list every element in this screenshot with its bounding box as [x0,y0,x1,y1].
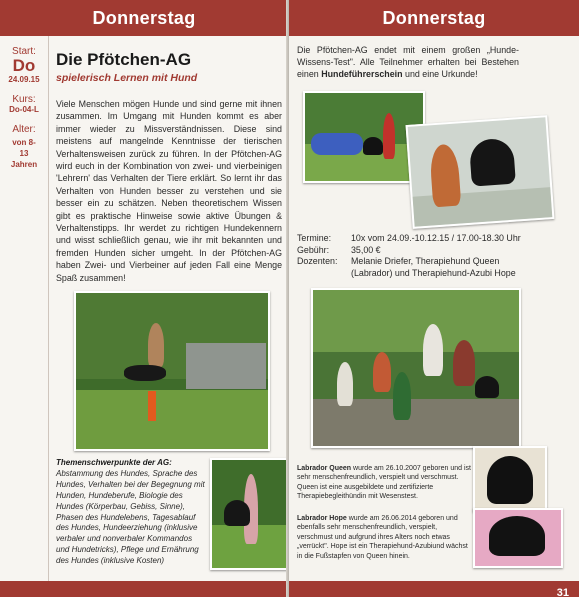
start-date: 24.09.15 [8,75,40,84]
detail-row-teachers [297,256,529,279]
page-number: 31 [556,587,569,597]
adult-figure [423,324,443,376]
intro-text [297,44,519,80]
stone-steps [313,399,519,446]
photo-queen-portrait [473,446,547,512]
woman-figure [429,144,461,208]
hope-text: wurde am 26.06.2014 geboren und ebenfalls sehr menschenfreundlich, verspielt, verschmust und aufgrund ihres Alters noch etwas „verrückt". Hope ist ein Therapiehund-Azubiund wächst in die Fußstapfen von Queen hinein. [297,515,468,560]
detail-row-fee [297,245,529,257]
detail-key: Gebühr: [297,244,330,255]
detail-value: 35,00 € [351,244,381,255]
photo-girl-with-dog [210,458,288,570]
detail-value: 10x vom 24.09.-10.12.15 / 17.00-18.30 Uhr [351,233,521,243]
right-page-header: Donnerstag [289,0,579,36]
hope-description [297,514,473,561]
themes-box [56,458,206,567]
left-page [0,0,288,597]
trainer-figure [383,113,395,159]
intro-text-end: und eine Urkunde! [402,69,478,79]
black-dog-figure [124,365,166,381]
start-label: Start: [12,46,36,57]
right-footer-bar [289,581,579,597]
age-label: Alter: [12,124,36,135]
queen-name: Labrador Queen [297,465,352,472]
detail-key: Dozenten: [297,256,338,267]
left-page-header: Donnerstag [0,0,288,36]
child-figure [453,340,475,386]
queen-dog-figure [487,456,533,504]
course-info-sidebar [0,36,49,581]
course-body-text: Viele Menschen mögen Hunde und sind gerne mit ihnen zusammen. Im Umgang mit Hunden kommt es aber immer wieder zu Missverständnissen. Diese sind meistens auf mangelnde Kenntnisse der tierischen Verhaltensweisen zurück zu führen. In der Pfötchen-AG wird euch in der Kombination von zwei- und vierbeinigen 'Lehrern' das Verhalten der Tiere erklärt. So lernt ihr das Verhalten von Hunden besser zu verstehen und sie besser ein zu schätzen. Neben theoretischem Wissen gibt es praktische Hinweise sowie aktive Übungen & Verhaltenstipps. Ihr werdet zu richtigen Hundekennern und wisst schließlich genau, wie ihr mit bekannten und fremden Hunden sicher umgeht. In der Pfötchen-AG haben Zwei- und Vierbeiner auf jeden Fall eine Menge Spaß zusammen! [56,99,282,283]
day-abbrev: Do [12,56,36,75]
course-title: Die Pfötchen-AG [56,50,192,69]
dog-figure-tunnel [363,137,383,155]
child-figure [337,362,353,406]
queen-text: wurde am 26.10.2007 geboren und ist sehr menschenfreundlich, verspielt und verschmust. Queen ist eine ausgebildete und zertifizierte Therapiebegleithündin mit Wesenstest. [297,465,471,501]
intro-text-part: Die Pfötchen-AG endet mit einem großen „Hunde-Wissens-Test". Alle Teilnehmer erhalten bei Bestehen einen [297,45,519,79]
photo-girl-dog-agility [74,291,270,451]
course-details [297,233,529,279]
detail-key: Termine: [297,233,332,243]
orange-pole [148,391,156,421]
hope-name: Labrador Hope [297,515,347,522]
themes-body: Abstammung des Hundes, Sprache des Hundes, Verhalten bei der Begegnung mit Hunden, Hundeberufe, Biologie des Hundes (Körperbau, Gebiss, Sinne), Phasen des Hundelebens, Tagesablauf des Hundes, Hundeerziehung (inklusive verbaler und nonverbaler Kommandos und Hundetricks), Pflege und Ernährung des Hundes (inklusive Kosten) [56,468,205,566]
themes-title: Themenschwerpunkte der AG: [56,458,172,467]
hope-dog-figure [489,516,545,556]
blue-tunnel [311,133,363,155]
child-figure [373,352,391,392]
building-shape [186,343,266,389]
age-value: von 8-13 Jahren [10,138,38,169]
dog-figure-group [475,376,499,398]
left-footer-bar [0,581,288,597]
right-page [289,0,579,597]
course-label: Kurs: [12,94,36,105]
course-description [56,44,282,284]
photo-group-with-dogs [311,288,521,448]
girl-figure [148,323,164,367]
photo-hope-portrait [473,508,563,568]
queen-description [297,464,473,502]
course-subtitle: spielerisch Lernen mit Hund [56,72,198,84]
child-figure [393,372,411,420]
dog-figure-small [224,500,250,526]
labrador-figure [469,138,516,187]
detail-row-dates [297,233,529,245]
intro-highlight: Hundeführerschein [321,69,403,79]
detail-value: Melanie Driefer, Therapiehund Queen (Labrador) und Therapiehund-Azubi Hope [351,256,516,278]
photo-woman-labrador [406,115,555,229]
course-code: Do-04-L [9,105,39,114]
